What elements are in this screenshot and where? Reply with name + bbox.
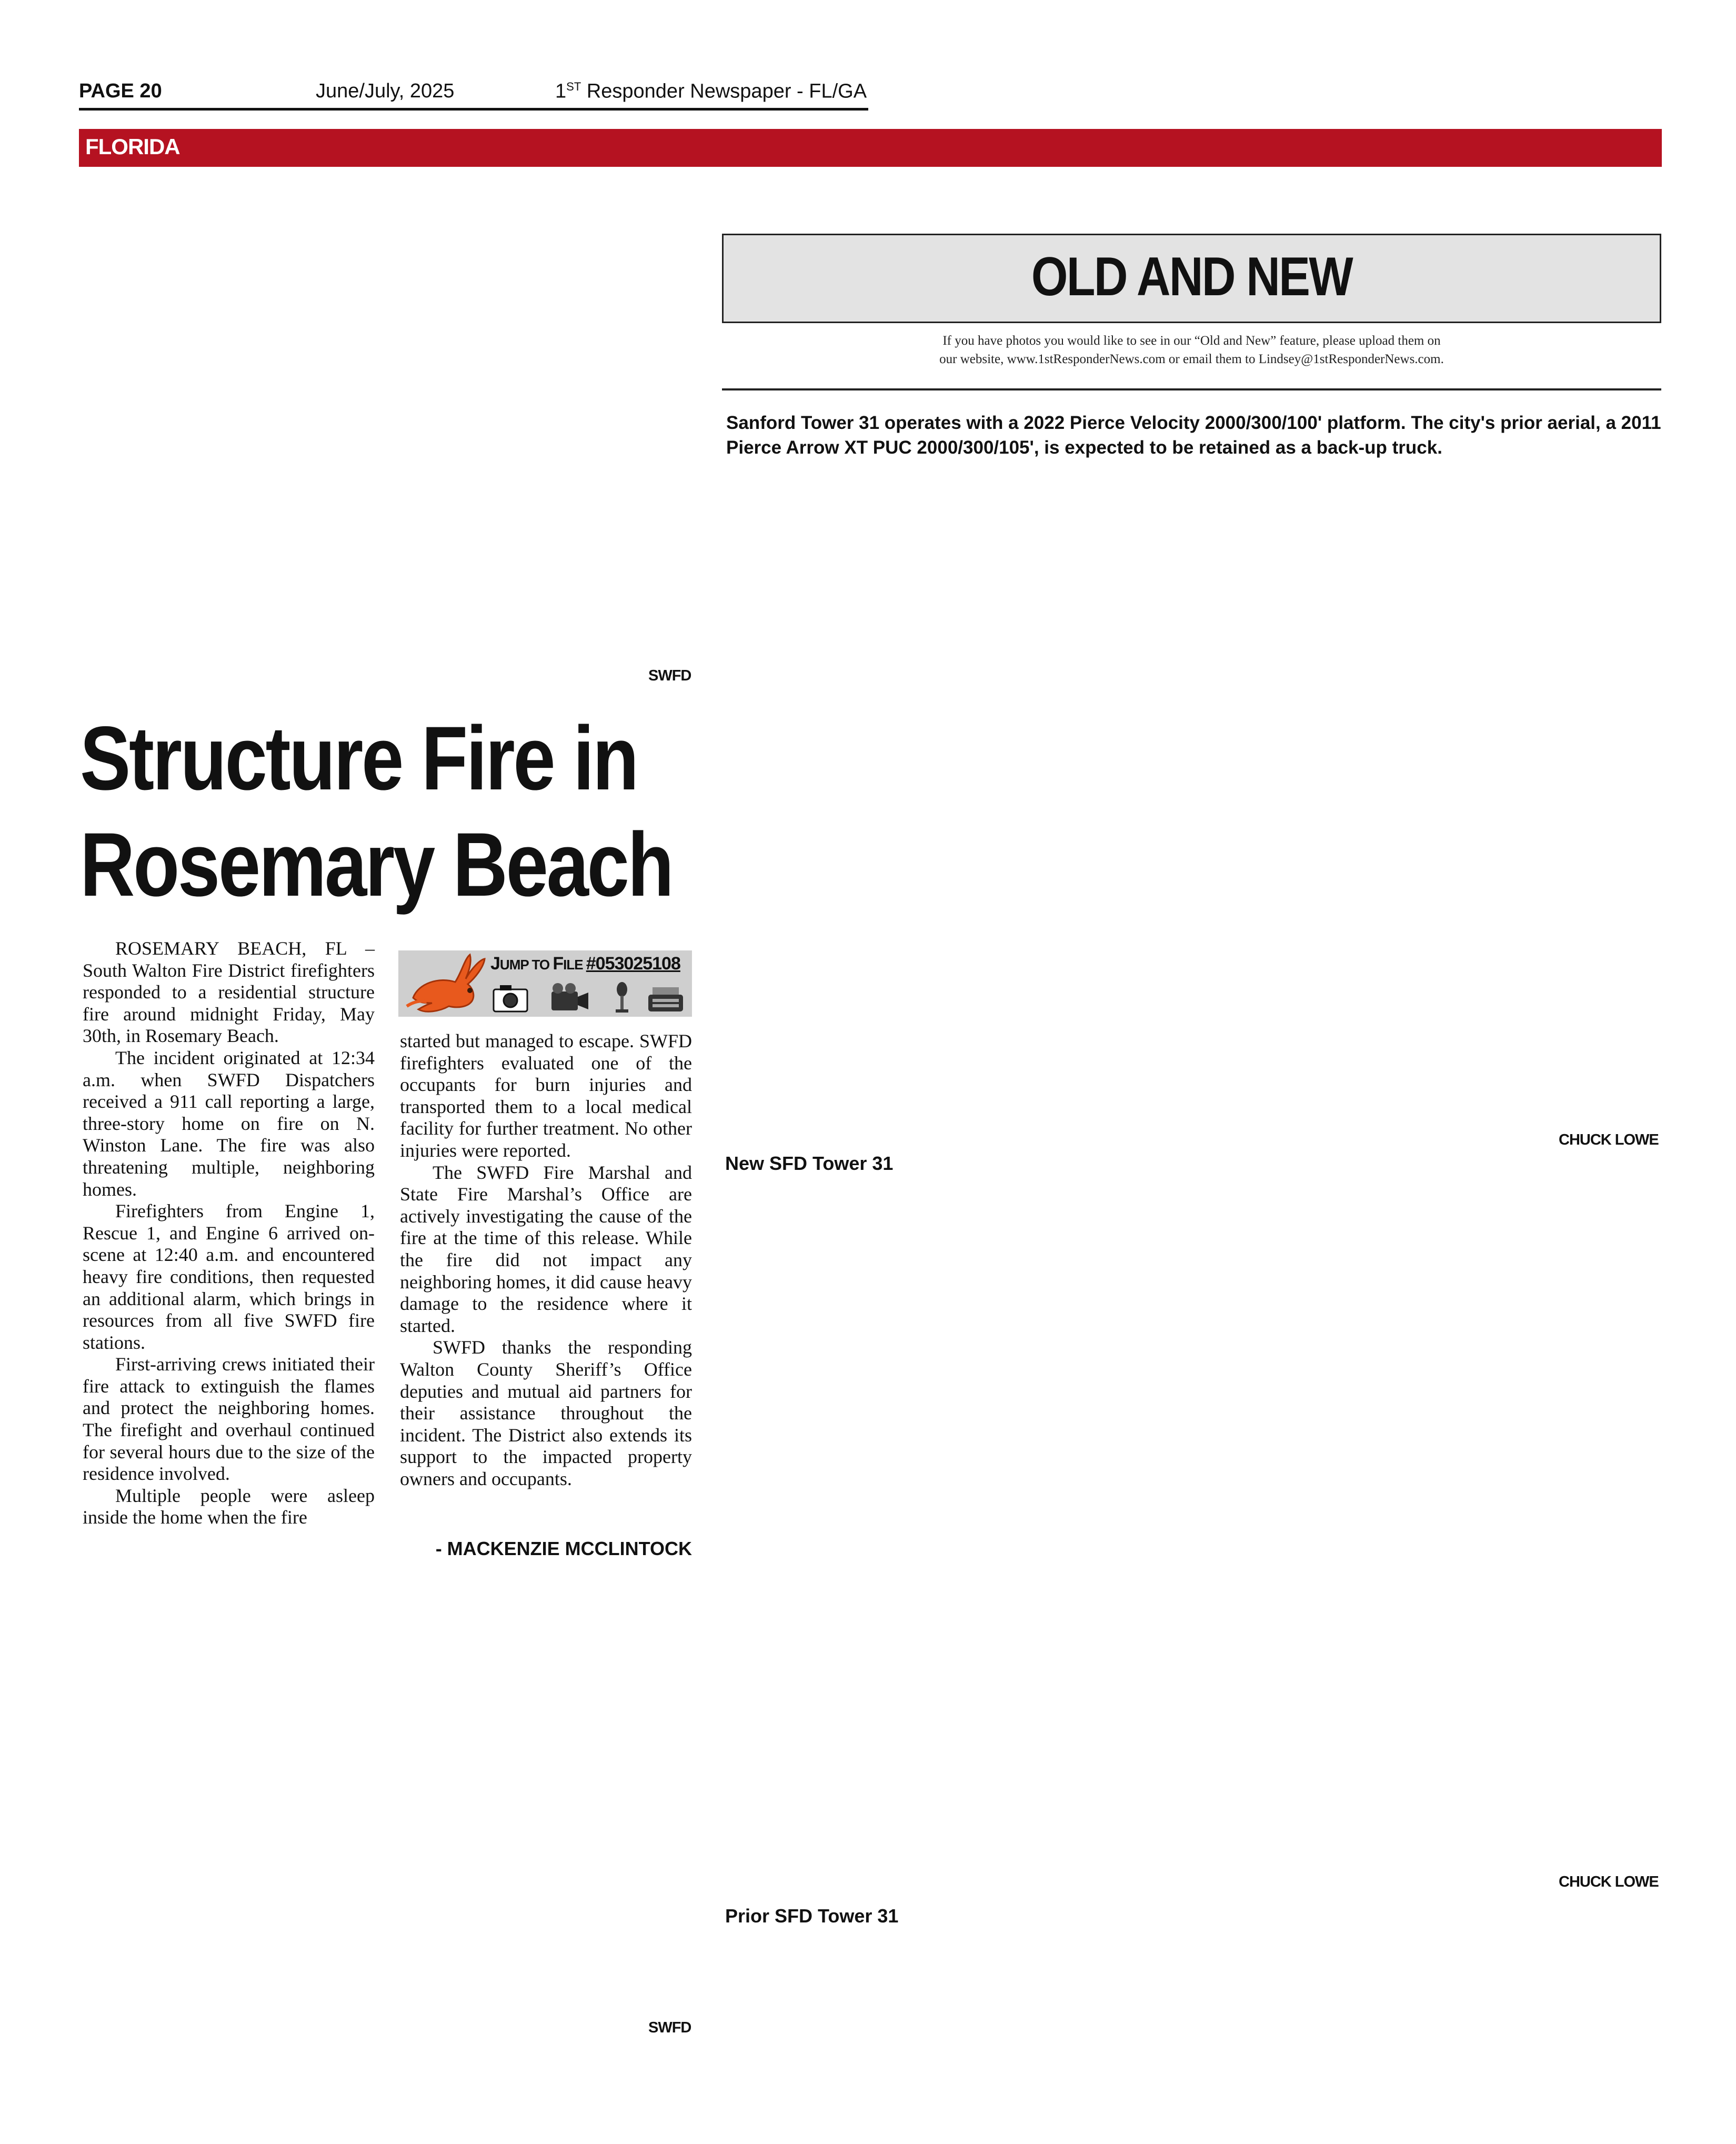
newspaper-name (555, 80, 867, 103)
article-headline (80, 705, 732, 918)
photo-caption-prior-tower: Prior SFD Tower 31 (725, 1905, 899, 1927)
newspaper-name-rest: Responder Newspaper - FL/GA (581, 80, 867, 103)
old-and-new-note-line1: If you have photos you would like to see in our “Old and New” feature, please upload them on (942, 334, 1441, 348)
page-header (79, 78, 868, 111)
article-paragraph: The incident originated at 12:34 a.m. when SWFD Dispatchers received a 911 call reporting a large, three-story home on fire on N. Winston Lane. The fire was also threatening multiple, neighboring homes. (83, 1047, 375, 1200)
article-column-2 (400, 1030, 692, 1490)
newspaper-name-sup: ST (566, 80, 581, 93)
article-byline: - MACKENZIE MCCLINTOCK (435, 1538, 692, 1559)
article-column-1 (83, 938, 375, 1529)
camera-icon (494, 985, 527, 1011)
old-and-new-title: OLD AND NEW (1031, 246, 1352, 307)
newspaper-name-prefix: 1 (555, 80, 567, 103)
article-paragraph: Multiple people were asleep inside the home when the fire (83, 1485, 375, 1528)
jump-ile: ILE (563, 957, 586, 973)
article-paragraph: The SWFD Fire Marshal and State Fire Marshal’s Office are actively investigating the cause of the fire at the time of this release. While the fire did not impact any neighboring homes, it did cause heavy damage to the residence where it started. (400, 1161, 692, 1336)
microphone-icon (616, 982, 628, 1013)
jump-f: F (553, 954, 564, 974)
old-and-new-banner (722, 234, 1661, 323)
jump-ump: UMP TO (499, 957, 553, 973)
old-and-new-caption: Sanford Tower 31 operates with a 2022 Pierce Velocity 2000/300/100' platform. The city's prior aerial, a 2011 Pierce Arrow XT PUC 2000/300/105', is expected to be retained as a back-up truck. (726, 413, 1661, 458)
issue-date: June/July, 2025 (316, 80, 455, 102)
old-and-new-divider (722, 388, 1661, 390)
photo-credit-new-tower: CHUCK LOWE (1559, 1131, 1659, 1148)
jump-to-file-box[interactable] (398, 950, 692, 1017)
headline-line-2: Rosemary Beach (80, 814, 673, 915)
jump-to-file-label[interactable] (490, 954, 680, 974)
photo-credit-prior-tower: CHUCK LOWE (1559, 1874, 1659, 1890)
old-and-new-note (722, 332, 1661, 368)
headline-line-1: Structure Fire in (80, 708, 637, 809)
photo-credit-swfd-top: SWFD (648, 667, 691, 684)
video-camera-icon (551, 983, 588, 1010)
article-paragraph: SWFD thanks the responding Walton County Sheriff’s Office deputies and mutual aid partners for their assistance throughout the incident. The District also extends its support to the impacted property owners and occupants. (400, 1337, 692, 1489)
article-paragraph: ROSEMARY BEACH, FL – South Walton Fire District firefighters responded to a residential structure fire around midnight Friday, May 30th, in Rosemary Beach. (83, 938, 375, 1047)
article-paragraph-continued: started but managed to escape. SWFD firefighters evaluated one of the occupants for burn injuries and transported them to a local medical facility for further treatment. No other injuries were reported. (400, 1030, 692, 1161)
article-paragraph: First-arriving crews initiated their fire attack to extinguish the flames and protect the neighboring homes. The firefight and overhaul continued for several hours due to the size of the residence involved. (83, 1354, 375, 1485)
media-icons (490, 980, 685, 1015)
article-paragraph: Firefighters from Engine 1, Rescue 1, and Engine 6 arrived on-scene at 12:40 a.m. and encountered heavy fire conditions, then requested an additional alarm, which brings in resources from all five SWFD fire stations. (83, 1200, 375, 1353)
photo-credit-swfd-bottom: SWFD (648, 2019, 691, 2036)
rabbit-icon (403, 951, 489, 1016)
page-number: PAGE 20 (79, 80, 162, 102)
photo-caption-new-tower: New SFD Tower 31 (725, 1153, 894, 1174)
jump-file-number[interactable]: #053025108 (586, 954, 680, 974)
old-and-new-note-line2: our website, www.1stResponderNews.com or email them to Lindsey@1stResponderNews.com. (939, 352, 1444, 366)
section-label: FLORIDA (85, 134, 180, 159)
jump-j: J (490, 954, 500, 974)
typewriter-icon (648, 987, 683, 1011)
section-bar (79, 129, 1662, 167)
